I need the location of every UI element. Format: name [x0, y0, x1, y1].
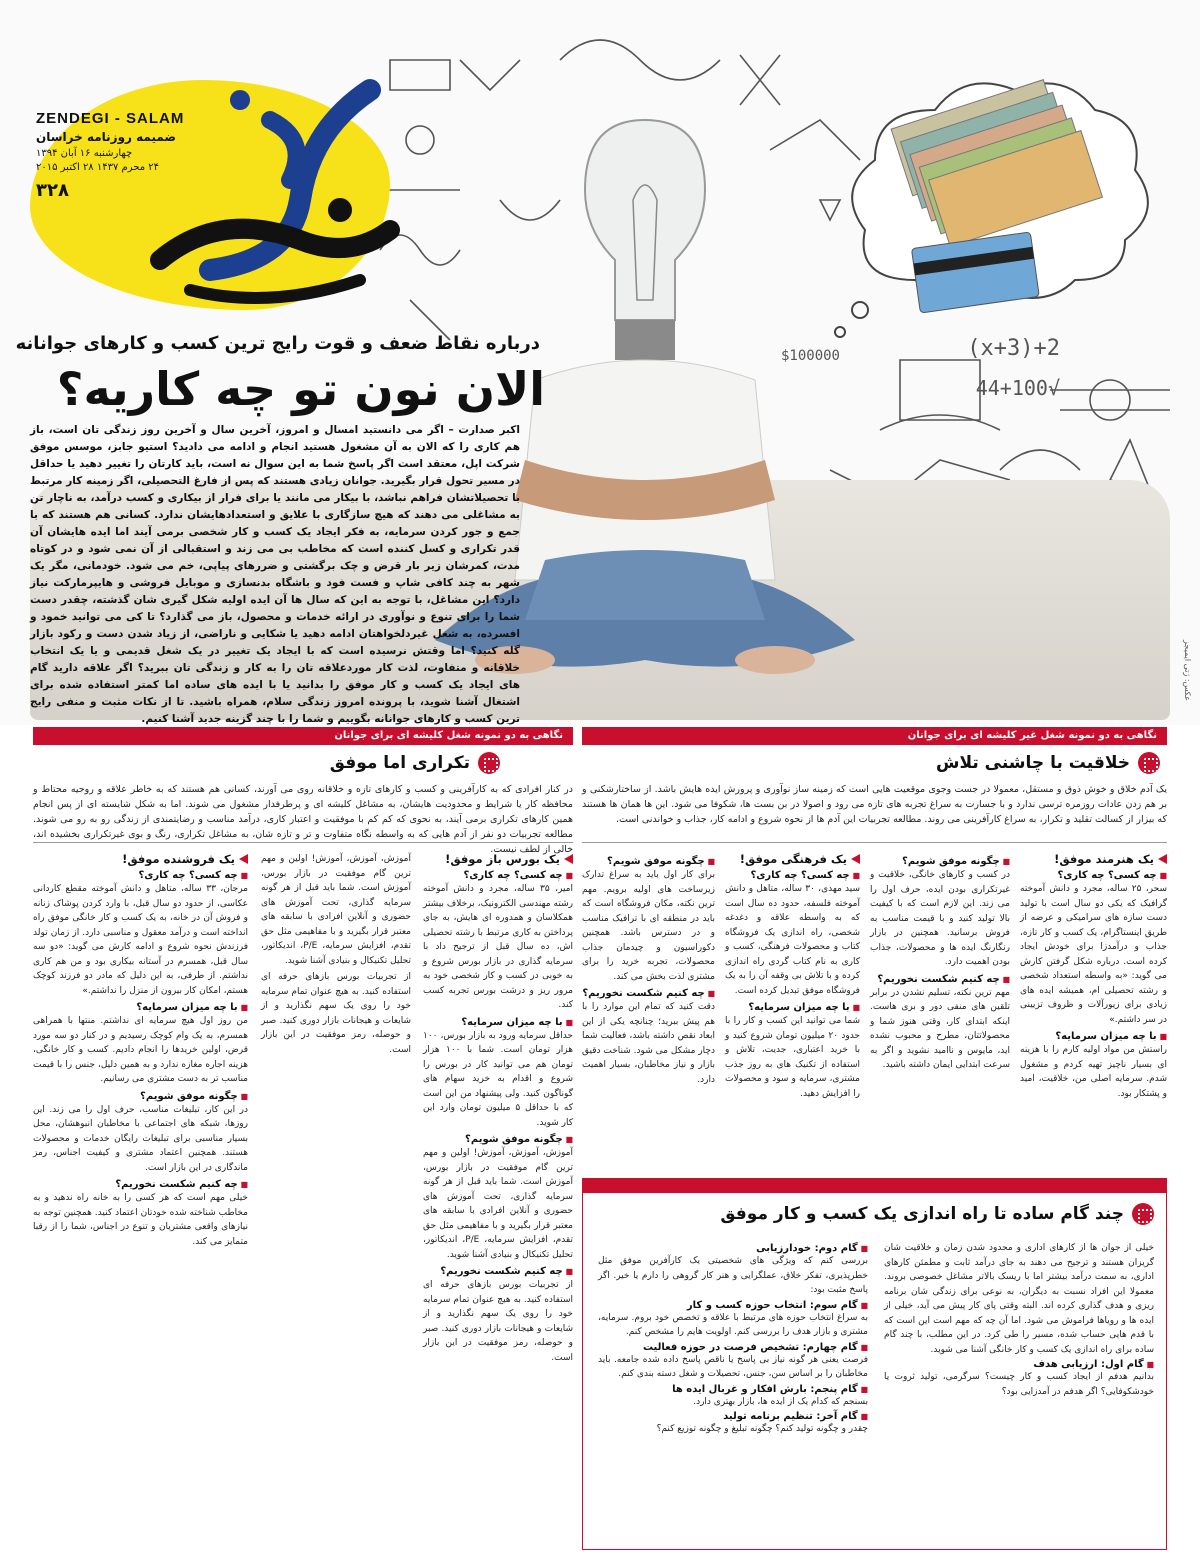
paragraph: خیلی مهم است که هر کسی را به خانه راه ندهید و به مخاطب شناخته شده خودتان اعتماد کنید. همچنین توجه به نیازهای واقعی مشتریان و تنوع در اجناس، شما را از رقبا متمایز می کند.	[33, 1193, 248, 1247]
paragraph: خیلی از جوان ها از کارهای اداری و محدود شدن زمان و خلاقیت شان گریزان هستند و ترجیح می دهند به جای درآمد ثابت و مطمئن کارهای اداری، به سمت درآمد بیشتر اما با ریسک بالاتر مشاغل خصوصی بروند. معمولا این افراد نسبت به دیگران، به نوعی برای زندگی شان برنامه ریزی و هدف گذاری کرده اند. البته وقتی پای کار پیش می آید، خیلی از ایده ها و رویاها فراموش می شود. اما آن چه که مهم است این است که با قدم هایی حساب شده، مسیر را طی کرد. در این مطلب، با چند گام ساده برای راه اندازی یک کسب و کار خانگی آشنا می شوید.	[884, 1243, 1154, 1355]
paragraph: از تجربیات بورس بازهای حرفه ای استفاده کنید. به هیچ عنوان تمام سرمایه خود را روی یک سهم نگذارید و از شایعات و هیجانات بازار دوری کنید. صبر و حوصله، رمز موفقیت در این بازار است.	[423, 1280, 573, 1363]
paragraph: به سراغ انتخاب حوزه های مرتبط با علاقه و تخصص خود بروم. سرمایه، مشتری و بازار هدف را بررسی کنم. اولویت هایم را مشخص کنم.	[598, 1312, 868, 1337]
left-divider	[33, 842, 573, 843]
paragraph: در کسب و کارهای خانگی، خلاقیت و غیرتکراری بودن ایده، حرف اول را می زند. این لازم است که با کیفیت بالا تولید کنید و با قیمت مناسب به فروش برسانید. همچنین در بازار رنگارنگ ایده ها و محصولات، جذاب بودن اهمیت دارد.	[870, 870, 1010, 967]
right-section-bar: نگاهی به دو نمونه شغل غیر کلیشه ای برای جوانان	[582, 727, 1167, 745]
paragraph: من روز اول هیچ سرمایه ای نداشتم. منتها با همراهی همسرم، به یک وام کوچک رسیدیم و در کنار دو سه مورد قرض، اولین خریدها را انجام دادیم. کسب و کار خانگی، هزینه اجاره مغازه ندارد و به همین دلیل، جنس را با قیمت مناسب تر به دست مشتری می رسانیم.	[33, 1016, 248, 1084]
paragraph: بدانیم هدفم از ایجاد کسب و کار چیست؟ سرگرمی، تولید ثروت یا خودشکوفایی؟ اگر هدفم در آمدزایی بود؟	[884, 1372, 1154, 1397]
subheading: ■ با چه میزان سرمایه؟	[33, 1002, 248, 1013]
left-section-intro: در کنار افرادی که به کارآفرینی و کسب و کارهای تازه و خلاقانه روی می آورند، کسانی هم هستند که به خاطر علاقه و روحیه محتاط و محافظه کار یا شرایط و محدودیت هایشان، به مشاغل کلیشه ای و پرطرفدار مشغول می شوند. اما به شکل شایسته ای از پس انجام همین کارهای تکراری برمی آیند، به نحوی که کم کم با موفقیت و اعتبار کاری، درآمد مناسب و رضایتمندی از زندگی رو به رو می شوند. مطالعه تجربیات دو نفر از آدم هایی که به واسطه نگاه متفاوت و تر و تازه شان، به مشاغل تکراری، رنگ و بوی غیرتکراری بخشیده اند، خالی از لطف نیست.	[33, 784, 573, 855]
article-culture-seller	[725, 852, 860, 1103]
paragraph: آموزش، آموزش، آموزش! اولین و مهم ترین گام موفقیت در بازار بورس، آموزش است. شما باید قبل از هر گونه سرمایه گذاری، تحت آموزش های حضوری و آنلاین افرادی با سابقه های معتبر قرار بگیرید و با مفاهیمی مثل حق تقدم، افزایش سرمایه، P/E، اندیکاتور، تحلیل تکنیکال و بنیادی آشنا شوید.	[261, 854, 411, 966]
paragraph: امیر، ۳۵ ساله، مجرد و دانش آموخته رشته مهندسی الکترونیک، برخلاف بیشتر همکلاسان و همدوره ای هایش، به جای پرداختن به کاری مرتبط با رشته تحصیلی اش، ده سال قبل از ترجیح داد با سرمایه گذاری در بازار بورس شروع و به خوبی در کسب و کار شخصی خود به مرور ریز و درشت بورس تجربه کسب کند.	[423, 884, 573, 1010]
masthead	[30, 60, 400, 310]
right-section-title-text: خلاقیت با چاشنی تلاش	[936, 753, 1130, 773]
paragraph: برای کار اول باید به سراغ تدارک زیرساخت های اولیه برویم. مهم ترین نکته، مکان فروشگاه است که باید در منطقه ای با ترافیک مناسب و در دسترس باشد. همچنین دکوراسیون و چیدمان جذاب محصولات، تجربه خرید را برای مشتری لذت بخش می کند.	[582, 870, 715, 982]
zendegi-salam-calligraphy-logo	[120, 60, 410, 320]
article-bourse-trader-cont	[261, 852, 411, 1059]
subheading: ■ چه کنیم شکست نخوریم؟	[582, 988, 715, 999]
step-heading: ■ گام سوم: انتخاب حوزه کسب و کار	[598, 1300, 868, 1311]
paragraph: راستش من مواد اولیه کارم را با هزینه ای بسیار ناچیز تهیه کردم و مشغول شدم. سرمایه اصلی من، خلاقیت، امید و پشتکار بود.	[1020, 1045, 1167, 1099]
svg-text:$100000: $100000	[780, 348, 840, 364]
box-title-text: چند گام ساده تا راه اندازی یک کسب و کار موفق	[720, 1204, 1124, 1224]
business-steps-box	[582, 1178, 1167, 1550]
subheading: ■ چه کسی؟ چه کاری؟	[33, 870, 248, 881]
masthead-date-alt: ۲۴ محرم ۱۴۳۷ ۲۸ اکتبر ۲۰۱۵	[36, 162, 159, 173]
subheading: ■ چه کسی؟ چه کاری؟	[1020, 870, 1167, 881]
red-dot-badge-icon	[1138, 752, 1160, 774]
article-culture-seller-cont	[582, 852, 715, 1089]
paragraph: از تجربیات بورس بازهای حرفه ای استفاده کنید. به هیچ عنوان تمام سرمایه خود را روی یک سهم نگذارید و از شایعات و هیجانات بازار دوری کنید. صبر و حوصله، رمز موفقیت در این بازار است.	[261, 972, 411, 1055]
box-title	[720, 1203, 1154, 1225]
hero-section	[0, 0, 1200, 725]
step-heading: ■ گام دوم: خودارزیابی	[598, 1243, 868, 1254]
paragraph: دقت کنید که تمام این موارد را با هم پیش ببرید؛ چنانچه یکی از این ابعاد نقص داشته باشد، فعالیت شما دچار مشکل می شود. شناخت دقیق بازار و نیاز مخاطبان، بسیار اهمیت دارد.	[582, 1002, 715, 1085]
right-section-title	[936, 752, 1160, 774]
subheading: ■ چه کسی؟ چه کاری؟	[423, 870, 573, 881]
box-red-bar	[583, 1179, 1166, 1193]
subheading: ■ چه کنیم شکست نخوریم؟	[33, 1179, 248, 1190]
subheading: ■ چگونه موفق شویم؟	[870, 856, 1010, 867]
paragraph: شما می توانید این کسب و کار را با حدود ۲۰ میلیون تومان شروع کنید و با خرید اعتباری، جدیت، تلاش و استفاده از تکنیک های به روز جذب مشتری، سرمایه و سود و محصولات را افزایش دهید.	[725, 1016, 860, 1099]
subheading: ■ با چه میزان سرمایه؟	[1020, 1031, 1167, 1042]
subheading: ■ با چه میزان سرمایه؟	[423, 1017, 573, 1028]
paragraph: مهم ترین نکته، تسلیم نشدن در برابر تلقین های منفی دور و بری هاست. اینکه ابتدای کار، وقتی هنوز شما و محصولاتتان، مطرح و محبوب نشده اید، مایوس و ناامید نشوید و اگر به سرعت ابتدایی ایمان داشته باشید.	[870, 987, 1010, 1070]
paragraph: سید مهدی، ۳۰ ساله، متاهل و دانش آموخته فلسفه، حدود ده سال است که به واسطه علاقه و دغدغه شخصی، راه اندازی یک فروشگاه کتاب و محصولات فرهنگی، کسب و کاری به نام کتاب گردی راه اندازی کرده و با تلاش بی وقفه آن را به یک فروشگاه موفق تبدیل کرده است.	[725, 884, 860, 996]
red-dot-badge-icon	[1132, 1203, 1154, 1225]
box-left-column	[598, 1241, 868, 1437]
paragraph: حداقل سرمایه ورود به بازار بورس، ۱۰۰ هزار تومان است. شما با ۱۰۰ هزار تومان هم می توانید کار در بورس را شروع و اقدام به خرید سهام های گوناگون کنید. ولی پیشنهاد من این است که با حداقل ۵ میلیون تومان وارد این کار شوید.	[423, 1030, 574, 1128]
article-saleswoman	[33, 852, 248, 1251]
subheading: ■ چه کنیم شکست نخوریم؟	[423, 1266, 573, 1277]
step-heading: ■ گام چهارم: تشخیص فرصت در حوزه فعالیت	[598, 1342, 868, 1353]
subheading: ■ چه کنیم شکست نخوریم؟	[870, 974, 1010, 985]
subheading: ■ چگونه موفق شویم؟	[423, 1134, 573, 1145]
headline-kicker: درباره نقاط ضعف و قوت رایج ترین کسب و کارهای جوانانه	[15, 333, 540, 354]
lead-paragraph: اکبر صدارت – اگر می دانستید امسال و امروز، آخرین سال و آخرین روز زندگی تان است، باز هم کاری را که الان به آن مشغول هستید انجام و ادامه می دادید؟ استیو جابز، موسس موفق شرکت اپل، معتقد است اگر پاسخ شما به این سوال نه است، باید کارتان را تغییر دهید یا حداقل در مسیر تحول قرار بگیرید. جوانان زیادی هستند که پس از فارغ التحصیلی، اگر زمینه کار مرتبط با تحصیلاتشان فراهم نباشد، با بیکار می مانند یا برای فرار از بیکاری و کسب درآمد، به ناچار تن به مشاغلی می دهند که هیچ سازگاری با علایق و استعدادهایشان ندارد. کسانی هم هستند که با جمع و جور کردن سرمایه، به فکر ایجاد یک کسب و کار شخصی برمی آیند اما ایده هایشان آن قدر تکراری و کسل کننده است که مخاطب بی می زند و استقبالی از آن نمی شود و در کوتاه مدت، کمرشان زیر بار قرض و چک برگشتی و ضررهای پیاپی، خم می شود. خودمانی، مگر یک شهر به چند کافی شاپ و فست فود و باشگاه بدنسازی و موبایل فروشی و هایپرمارکت نیاز دارد؟ این مشاغل، با توجه به این که سال ها آن ایده اولیه شکل گیری شان گذشته، چقدر دست شما را برای تنوع و نوآوری در ارائه خدمات و محصول، باز می گذارد؟ تا کی می توانید خمود و افسرده، به شغل غیردلخواهتان ادامه دهید یا شکایی و ناراضی، از زیاد شدن دست و رکود بازار گله کنید؟ اما وقتش نرسیده است که با ایجاد یک تغییر در یک شغل قدیمی و یا یک انتخاب خلاقانه و متفاوت، لذت کار موردعلاقه تان را به کار و زندگی تان ببرید؟ اگر علاقه دارید گام های ایجاد یک کسب و کار موفق را بدانید یا با ایده های ساده اما کمتر استفاده شده برای اشتغال آشنا شوید، با پرونده امروز زندگی سلام، همراه باشید. تا از نکات مثبت و منفی رایج ترین کسب و کارهای جوانانه بگوییم و شما را با چند گزینه جدید آشنا کنیم.	[30, 424, 520, 725]
paragraph: چقدر و چگونه تولید کنم؟ چگونه تبلیغ و چگونه توزیع کنم؟	[656, 1424, 868, 1434]
article-heading: یک فروشنده موفق!	[33, 852, 248, 866]
article-heading: یک هنرمند موفق!	[1020, 852, 1167, 866]
photo-credit: عکس: ژتی ایمیجز	[1183, 640, 1192, 701]
left-section-bar: نگاهی به دو نمونه شغل کلیشه ای برای جوانان	[33, 727, 573, 745]
step-heading: ■ گام پنجم: بارش افکار و غربال ایده ها	[598, 1384, 868, 1395]
article-heading: یک فرهنگی موفق!	[725, 852, 860, 866]
article-heading: یک بورس باز موفق!	[423, 852, 573, 866]
subheading: ■ چه کسی؟ چه کاری؟	[725, 870, 860, 881]
step-heading: ■ گام آخر: تنظیم برنامه تولید	[598, 1411, 868, 1422]
svg-text:2+(3+x): 2+(3+x)	[967, 336, 1060, 361]
red-dot-badge-icon	[478, 752, 500, 774]
subheading: ■ با چه میزان سرمایه؟	[725, 1002, 860, 1013]
subheading: ■ چگونه موفق شویم؟	[33, 1091, 248, 1102]
step-heading: ■ گام اول: ارزیابی هدف	[884, 1359, 1154, 1370]
subheading: ■ چگونه موفق شویم؟	[582, 856, 715, 867]
svg-text:√44+100: √44+100	[975, 376, 1060, 400]
paragraph: مرجان، ۳۳ ساله، متاهل و دانش آموخته مقطع کاردانی عکاسی، از حدود دو سال قبل، با وارد کردن پوشاک زنانه و فروش آن در خانه، به یک کسب و کار خانگی موفق راه انداخته است و درآمد معقول و مناسبی دارد. از زمان تولد فرزندش نحوه شروع و ادامه کارش می گوید: «دو سه سال قبل، همسرم در آستانه بیکاری بود و من هم کاری نداشتم. از طرفی، به این دلیل که مادر دو فرزند کوچک هستم، امکان کار بیرون از منزل را نداشتم.»	[33, 884, 249, 996]
paragraph: بسنجم که کدام یک از ایده ها، بازار بهتری دارد.	[693, 1396, 868, 1407]
paragraph: آموزش، آموزش، آموزش! اولین و مهم ترین گام موفقیت در بازار بورس، آموزش است. شما باید قبل از هر گونه سرمایه گذاری، تحت آموزش های حضوری و آنلاین افرادی با سابقه های معتبر قرار بگیرید و با مفاهیمی مثل حق تقدم، افزایش سرمایه، P/E، اندیکاتور، تحلیل تکنیکال و بنیادی آشنا شوید.	[423, 1148, 573, 1260]
masthead-issue-number: ۳۲۸	[36, 180, 69, 201]
paragraph: فرصت یعنی هر گونه نیاز بی پاسخ یا ناقص پاسخ داده شده جامعه. باید مخاطبان را بر اساس سن، جنس، تحصیلات و شغل دسته بندی کنم.	[598, 1354, 868, 1379]
masthead-supplement: ضمیمه روزنامه خراسان	[36, 130, 176, 144]
paragraph: سحر، ۲۵ ساله، مجرد و دانش آموخته گرافیک که یکی دو سال است با تولید دست سازه های سرامیکی و عرضه از طریق اینستاگرام، یک کسب و کار تازه، جذاب و درآمدزا برای خودش ایجاد کرده است. درباره شکل گرفتن کارش می گوید: «به واسطه استعداد شخصی و رشته تحصیلی ام، همیشه ایده های زیادی برای زیورآلات و ظروف تزیینی در سر داشتم.»	[1020, 884, 1167, 1025]
right-divider	[582, 842, 1167, 843]
masthead-date: چهارشنبه ۱۶ آبان ۱۳۹۴	[36, 148, 133, 159]
article-bourse-trader	[423, 852, 573, 1367]
main-headline: الان نون تو چه کاریه؟	[56, 362, 545, 416]
right-section-intro: یک آدم خلاق و خوش ذوق و مستقل، معمولا در جست وجوی موقعیت هایی است که زمینه ساز نوآوری و پرورش ایده هایش باشد. از ساختارشکنی و بر هم زدن عادات روزمره ترسی ندارد و با جسارت به سراغ تجربه های تازه می رود و اصولا در بن بست ها، شکوفا می شود. این ها همان ها هستند که بیزار از کسالت تقلید و تکرار، به سراغ کارآفرینی می روند. مطالعه تجربیات این آدم ها از نحوه شروع و ادامه کار، جذاب و خواندنی است.	[582, 784, 1167, 825]
masthead-latin-title: ZENDEGI - SALAM	[36, 110, 185, 127]
left-section-title	[330, 752, 500, 774]
article-artist	[1020, 852, 1167, 1103]
article-artist-cont	[870, 852, 1010, 1075]
box-right-column	[884, 1241, 1154, 1399]
paragraph: بررسی کنم که ویژگی های شخصیتی یک کارآفرین موفق مثل خطرپذیری، تفکر خلاق، عملگرایی و هنر کار گروهی را دارم یا خیر. اگر پاسخ مثبت بود:	[598, 1256, 868, 1295]
paragraph: در این کار، تبلیغات مناسب، حرف اول را می زند. این روزها، شبکه های اجتماعی با مخاطبان انبوهشان، محل بسیار مناسبی برای تبلیغات رایگان خدمات و محصولات هستند. همچنین اعتماد مشتری و کیفیت اجناس، رمز ماندگاری در این بازار است.	[33, 1104, 248, 1173]
left-section-title-text: تکراری اما موفق	[329, 753, 470, 773]
